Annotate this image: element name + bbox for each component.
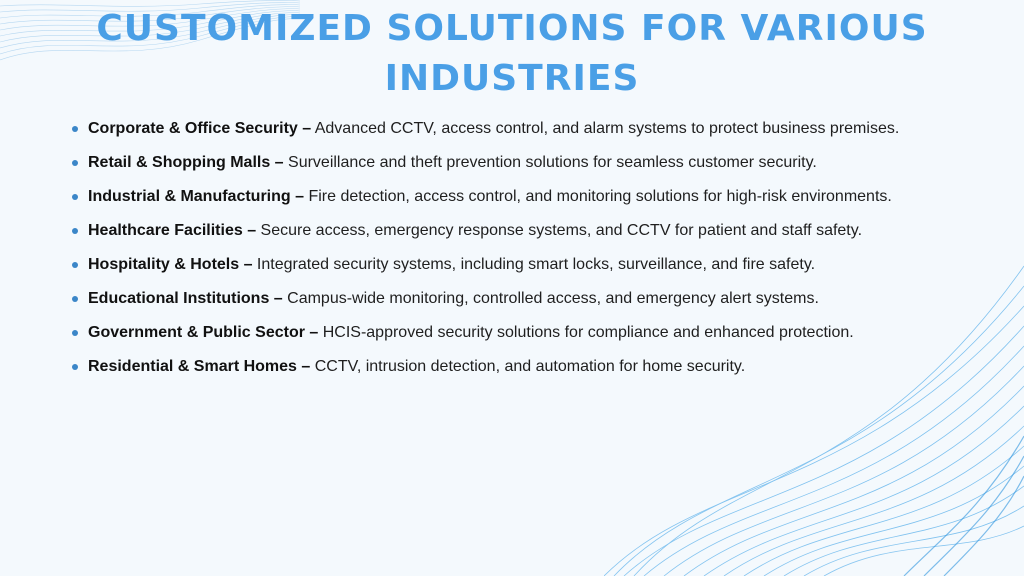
item-title: Educational Institutions – — [88, 290, 283, 307]
item-description: Surveillance and theft prevention solutions for seamless customer security. — [283, 154, 817, 171]
item-description: CCTV, intrusion detection, and automation for home security. — [310, 358, 746, 375]
item-title: Government & Public Sector – — [88, 324, 319, 341]
item-description: Advanced CCTV, access control, and alarm systems to protect business premises. — [311, 120, 900, 137]
item-title: Industrial & Manufacturing – — [88, 188, 305, 205]
bullet-icon — [72, 262, 78, 268]
list-item — [70, 248, 970, 282]
bullet-icon — [72, 330, 78, 336]
item-description: Secure access, emergency response systems, and CCTV for patient and staff safety. — [256, 222, 863, 239]
list-item — [70, 282, 970, 316]
item-description: Fire detection, access control, and monitoring solutions for high-risk environments. — [304, 188, 892, 205]
bullet-icon — [72, 126, 78, 132]
item-description: Campus-wide monitoring, controlled access, and emergency alert systems. — [282, 290, 819, 307]
list-item — [70, 180, 970, 214]
list-item — [70, 214, 970, 248]
list-item — [70, 350, 970, 384]
bullet-icon — [72, 364, 78, 370]
item-title: Healthcare Facilities – — [88, 222, 257, 239]
bullet-icon — [72, 228, 78, 234]
item-title: Retail & Shopping Malls – — [88, 154, 284, 171]
bullet-icon — [72, 194, 78, 200]
item-title: Hospitality & Hotels – — [88, 256, 253, 273]
item-description: HCIS-approved security solutions for compliance and enhanced protection. — [318, 324, 854, 341]
list-item — [70, 112, 970, 146]
item-title: Residential & Smart Homes – — [88, 358, 311, 375]
bullet-icon — [72, 296, 78, 302]
list-item — [70, 316, 970, 350]
page-title: CUSTOMIZED SOLUTIONS FOR VARIOUS INDUSTRIES — [96, 8, 928, 99]
item-description: Integrated security systems, including smart locks, surveillance, and fire safety. — [252, 256, 816, 273]
list-item — [70, 146, 970, 180]
industry-list — [70, 112, 970, 384]
bullet-icon — [72, 160, 78, 166]
item-title: Corporate & Office Security – — [88, 120, 312, 137]
